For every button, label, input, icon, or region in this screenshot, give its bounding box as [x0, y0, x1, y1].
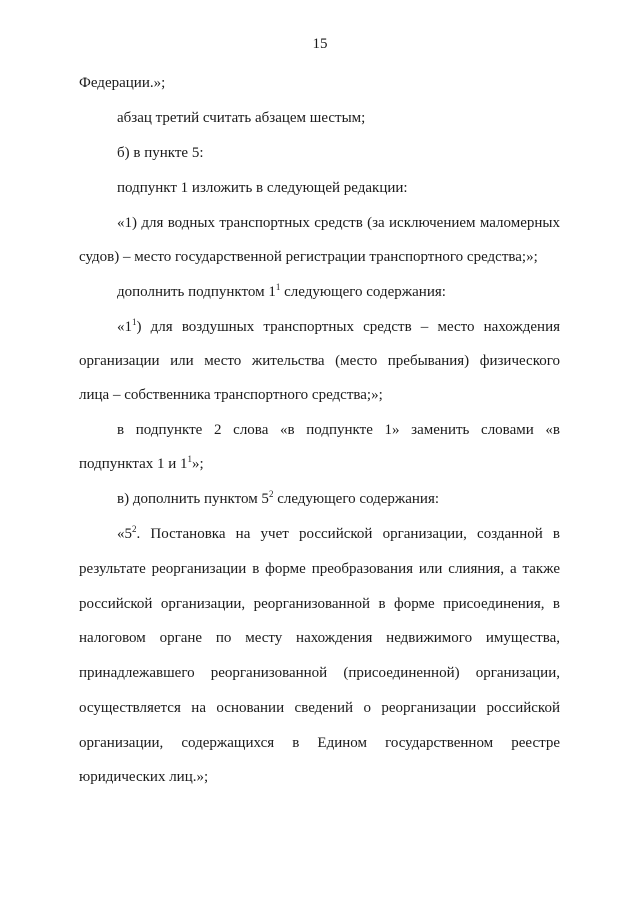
text-fragment: подпунктах 1 и 1 [79, 456, 188, 472]
text-line-legal-entities: юридических лиц.»; [79, 769, 209, 785]
text-fragment: следующего содержания: [280, 284, 446, 300]
text-line-water-vehicles: «1) для водных транспортных средств (за исключением маломерных [117, 215, 560, 231]
text-line-registration [117, 524, 560, 544]
text-fragment: следующего содержания: [273, 491, 440, 507]
text-line-accession: российской организации, реорганизованной в форме присоединения, в [79, 596, 560, 612]
superscript: 1 [275, 282, 281, 292]
superscript: 2 [268, 489, 274, 499]
text-line-water-vehicles-cont: судов) – место государственной регистрации транспортного средства;»; [79, 249, 538, 265]
text-line-owner: лица – собственника транспортного средства;»; [79, 387, 383, 403]
text-line-air-vehicles [117, 317, 560, 337]
text-line-subitem-2: в подпункте 2 слова «в подпункте 1» заменить словами «в [117, 422, 560, 438]
superscript: 2 [132, 524, 137, 534]
text-fragment: дополнить подпунктом 1 [117, 284, 276, 300]
text-line-basis: осуществляется на основании сведений о реорганизации российской [79, 700, 560, 716]
page-number: 15 [312, 36, 328, 52]
text-line-item-b: б) в пункте 5: [117, 145, 204, 161]
text-line-register: организации, содержащихся в Едином государственном реестре [79, 735, 560, 751]
text-fragment: «5 [117, 526, 132, 542]
text-fragment: ) для воздушных транспортных средств – место нахождения [136, 319, 560, 335]
text-line-subitem-1-intro: подпункт 1 изложить в следующей редакции: [117, 180, 408, 196]
superscript: 1 [187, 454, 193, 464]
text-line-add-subitem-1-1 [117, 282, 560, 302]
text-line-item-c [117, 489, 560, 509]
text-fragment: »; [192, 456, 204, 472]
text-line-paragraph-renumber: абзац третий считать абзацем шестым; [117, 110, 366, 126]
text-fragment: «1 [117, 319, 132, 335]
text-line-federation-end: Федерации.»; [79, 75, 166, 91]
text-line-subitem-2-cont [79, 454, 560, 474]
superscript: 1 [132, 317, 137, 327]
text-line-reorganization: результате реорганизации в форме преобразования или слияния, а также [79, 561, 560, 577]
text-line-belonging: принадлежавшего реорганизованной (присоединенной) организации, [79, 665, 560, 681]
text-fragment: в) дополнить пунктом 5 [117, 491, 269, 507]
text-fragment: . Постановка на учет российской организации, созданной в [136, 526, 560, 542]
text-line-air-vehicles-cont: организации или место жительства (место пребывания) физического [79, 353, 560, 369]
text-line-tax-authority: налоговом органе по месту нахождения недвижимого имущества, [79, 630, 560, 646]
